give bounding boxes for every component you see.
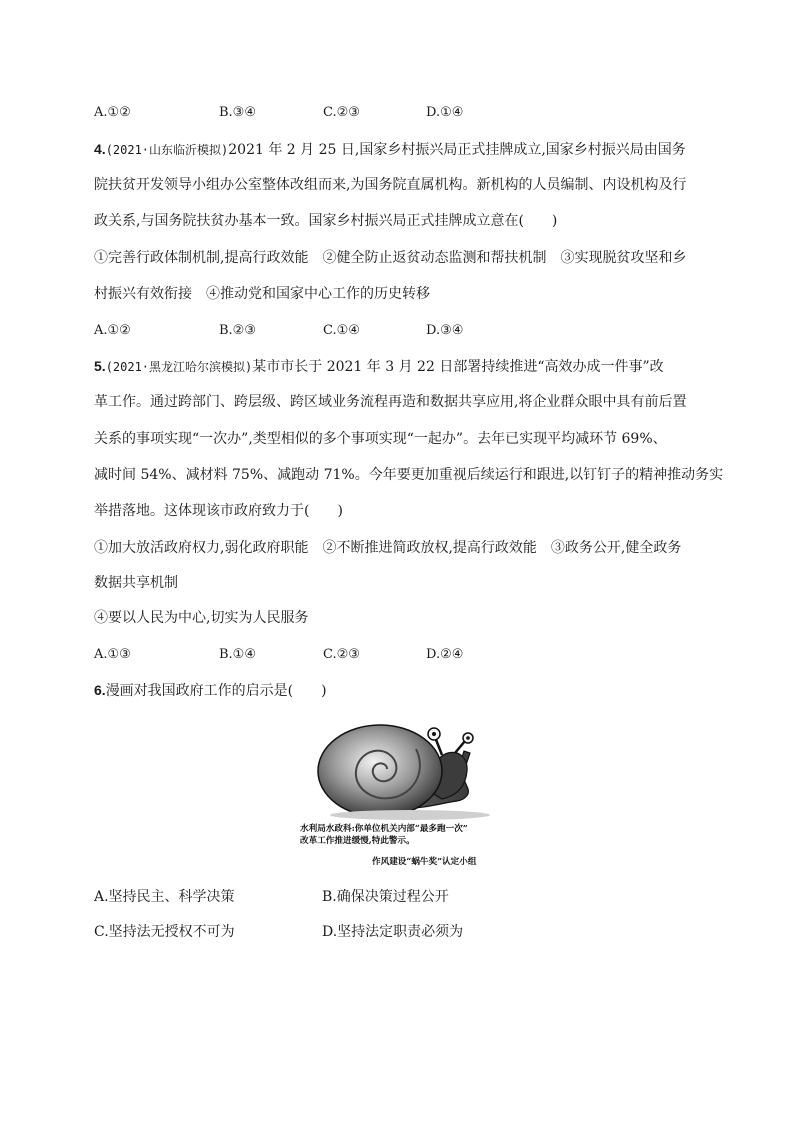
q3-option-c: C.②③: [323, 105, 360, 120]
cartoon-signature: 作风建设“蜗牛奖”认定小组: [372, 857, 477, 867]
q6-line-1: [94, 680, 327, 701]
q5-line-2: 革工作。通过跨部门、跨层级、跨区域业务流程再造和数据共享应用,将企业群众眼中具有前后置: [94, 394, 687, 410]
q6-option-a: A.坚持民主、科学决策: [94, 889, 235, 905]
q6-option-b: B.确保决策过程公开: [322, 889, 449, 905]
q4-line-3: 政关系,与国务院扶贫办基本一致。国家乡村振兴局正式挂牌成立意在( ): [94, 213, 558, 229]
q5-line-8: ④要以人民为中心,切实为人民服务: [94, 610, 309, 626]
q6-number: 6.: [94, 682, 106, 698]
q4-option-b: B.②③: [219, 323, 256, 338]
q4-line-2: 院扶贫开发领导小组办公室整体改组而来,为国务院直属机构。新机构的人员编制、内设机构及行: [94, 177, 687, 193]
q3-option-b: B.③④: [219, 105, 256, 120]
q6-option-d: D.坚持法定职责必须为: [322, 924, 464, 940]
q6-stem: 漫画对我国政府工作的启示是( ): [105, 683, 327, 699]
q5-source: (2021·黑龙江哈尔滨模拟): [105, 360, 253, 374]
q5-line-5: 举措落地。这体现该市政府致力于( ): [94, 503, 343, 519]
q5-number: 5.: [94, 358, 106, 374]
q5-option-a: A.①③: [94, 647, 131, 662]
q4-option-c: C.①④: [323, 323, 360, 338]
q5-line-3: 关系的事项实现“一次办”,类型相似的多个事项实现“一起办”。去年已实现平均减环节 69%、: [94, 431, 667, 447]
cartoon-caption-line-2: 改革工作推进缓慢,特此警示。: [300, 836, 415, 846]
q4-option-a: A.①②: [94, 323, 131, 338]
q5-option-b: B.①④: [219, 647, 256, 662]
q5-line-4: 减时间 54%、减材料 75%、减跑动 71%。今年要更加重视后续运行和跟进,以钉钉子的精神推动务实: [94, 467, 724, 483]
q4-source: (2021·山东临沂模拟): [105, 143, 229, 157]
q5-option-c: C.②③: [323, 647, 360, 662]
q5-line-7: 数据共享机制: [94, 575, 178, 591]
q4-line-5: 村振兴有效衔接 ④推动党和国家中心工作的历史转移: [94, 286, 430, 302]
snail-cartoon: [292, 723, 512, 873]
q4-option-d: D.③④: [426, 323, 464, 338]
q3-option-d: D.①④: [426, 105, 464, 120]
cartoon-caption-line-1: 水利局水政科:你单位机关内部“最多跑一次”: [300, 824, 468, 834]
q6-option-c: C.坚持法无授权不可为: [94, 924, 235, 940]
q4-stem-1: 2021 年 2 月 25 日,国家乡村振兴局正式挂牌成立,国家乡村振兴局由国务: [228, 142, 686, 158]
q5-option-d: D.②④: [426, 647, 464, 662]
q4-line-1: [94, 139, 686, 160]
q4-number: 4.: [94, 141, 106, 157]
q4-line-4: ①完善行政体制机制,提高行政效能 ②健全防止返贫动态监测和帮扶机制 ③实现脱贫攻坚和乡: [94, 250, 687, 266]
q3-option-a: A.①②: [94, 105, 131, 120]
q5-stem-1: 某市市长于 2021 年 3 月 22 日部署持续推进“高效办成一件事”改: [252, 359, 664, 375]
q5-line-1: [94, 356, 664, 377]
q5-line-6: ①加大放活政府权力,弱化政府职能 ②不断推进简政放权,提高行政效能 ③政务公开,健全政务: [94, 540, 682, 556]
